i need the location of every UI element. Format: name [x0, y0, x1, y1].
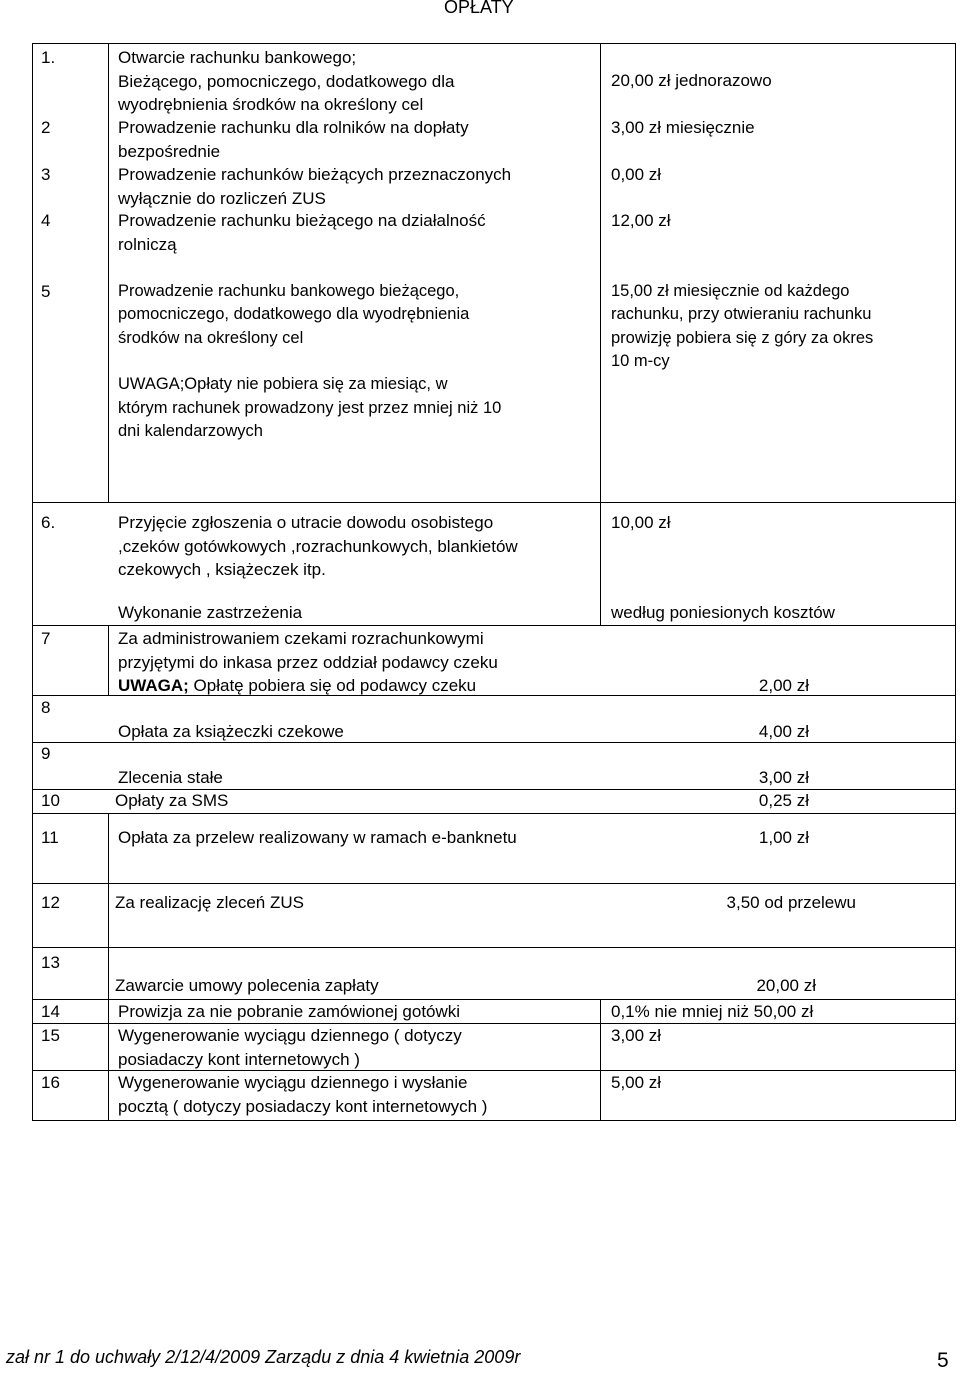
row-number: 11: [41, 828, 59, 847]
row-fee: 15,00 zł miesięcznie od każdego rachunku, przy otwieraniu rachunku prowizję pobiera się z góry za okres 10 m-cy: [611, 282, 874, 371]
row-number: 3: [41, 165, 51, 184]
row-fee: 12,00 zł: [611, 211, 671, 230]
row-number: 6.: [41, 513, 56, 532]
column-divider: [108, 814, 109, 883]
fee-table: [32, 43, 956, 1121]
row-number: 2: [41, 118, 51, 137]
row-fee: 0,00 zł: [611, 165, 662, 184]
footer-note: zał nr 1 do uchwały 2/12/4/2009 Zarządu z dnia 4 kwietnia 2009r: [6, 1347, 521, 1367]
row-fee: 0,1% nie mniej niż 50,00 zł: [611, 1002, 814, 1021]
table-row: [33, 696, 955, 743]
row-fee: 4,00 zł: [758, 722, 809, 741]
column-divider: [108, 626, 109, 695]
row-number: 10: [41, 791, 60, 810]
row-description: Wygenerowanie wyciągu dziennego i wysłanie pocztą ( dotyczy posiadaczy kont internetowych ): [118, 1073, 488, 1116]
row-number: 13: [41, 953, 60, 972]
table-row: [33, 44, 955, 503]
row-description: Za realizację zleceń ZUS: [115, 893, 304, 912]
row-description: Opłata za książeczki czekowe: [118, 722, 344, 741]
row-number: 15: [41, 1026, 60, 1045]
row-fee: 3,50 od przelewu: [726, 893, 856, 912]
row-description: Zlecenia stałe: [118, 768, 223, 787]
column-divider: [600, 1071, 601, 1120]
page-number: 5: [937, 1349, 949, 1372]
row-fee: 3,00 zł: [758, 768, 809, 787]
row-fee: 20,00 zł: [756, 976, 816, 995]
row-description: Otwarcie rachunku bankowego; Bieżącego, pomocniczego, dodatkowego dla wyodrębnienia środków na określony cel: [118, 48, 455, 114]
row-description: Zawarcie umowy polecenia zapłaty: [115, 976, 379, 995]
row-fee: 0,25 zł: [758, 791, 809, 810]
column-divider: [108, 1000, 109, 1023]
row-fee: 2,00 zł: [758, 676, 809, 695]
row-number: 5: [41, 282, 51, 301]
row-description: Za administrowaniem czekami rozrachunkowymi przyjętymi do inkasa przez oddział podawcy czeku UWAGA; Opłatę pobiera się od podawcy czeku: [118, 629, 498, 695]
row-description: Prowadzenie rachunku dla rolników na dopłaty bezpośrednie: [118, 118, 469, 161]
row-description: Opłata za przelew realizowany w ramach e-banknetu: [118, 828, 517, 847]
row-number: 7: [41, 629, 51, 648]
row-number: 14: [41, 1002, 60, 1021]
row-number: 12: [41, 893, 60, 912]
row-number: 16: [41, 1073, 60, 1092]
row-fee: 3,00 zł miesięcznie: [611, 118, 755, 137]
row-number: 1.: [41, 48, 56, 67]
row-description: Przyjęcie zgłoszenia o utracie dowodu osobistego ,czeków gotówkowych ,rozrachunkowych, blankietów czekowych , książeczek itp.: [118, 513, 518, 579]
column-divider: [600, 44, 601, 502]
row-fee: 5,00 zł: [611, 1073, 662, 1092]
row-description: Wykonanie zastrzeżenia: [118, 603, 303, 622]
row-fee: 1,00 zł: [758, 828, 809, 847]
table-row: [33, 1024, 955, 1071]
row-description: Prowadzenie rachunków bieżących przeznaczonych wyłącznie do rozliczeń ZUS: [118, 165, 512, 208]
row-description: Prowadzenie rachunku bankowego bieżącego, pomocniczego, dodatkowego dla wyodrębnienia środków na określony cel UWAGA;Opłaty nie pobiera się za miesiąc, w którym rachunek prowadzony jest przez mniej niż 10 dni kalendarzowych: [118, 282, 502, 441]
row-fee: 20,00 zł jednorazowo: [611, 71, 772, 90]
row-description: Prowizja za nie pobranie zamówionej gotówki: [118, 1002, 461, 1021]
row-number: 9: [41, 744, 51, 763]
column-divider: [108, 1024, 109, 1070]
page-title: OPŁATY: [444, 0, 514, 17]
table-row: [33, 948, 955, 1000]
row-description: Wygenerowanie wyciągu dziennego ( dotyczy posiadaczy kont internetowych ): [118, 1026, 462, 1069]
table-row: [33, 626, 955, 696]
table-row: [33, 1000, 955, 1024]
row-fee: 10,00 zł: [611, 513, 671, 532]
row-description: Opłaty za SMS: [115, 791, 229, 810]
table-row: [33, 790, 955, 814]
row-description: Prowadzenie rachunku bieżącego na działalność rolniczą: [118, 211, 486, 254]
column-divider: [600, 503, 601, 625]
column-divider: [108, 948, 109, 999]
table-row: [33, 743, 955, 790]
column-divider: [108, 44, 109, 502]
table-row: [33, 884, 955, 948]
row-number: 8: [41, 698, 51, 717]
table-row: [33, 1071, 955, 1120]
column-divider: [108, 1071, 109, 1120]
table-row: [33, 814, 955, 884]
row-fee: według poniesionych kosztów: [611, 603, 835, 622]
column-divider: [600, 1024, 601, 1070]
table-row: [33, 503, 955, 626]
column-divider: [108, 884, 109, 947]
column-divider: [600, 1000, 601, 1023]
row-number: 4: [41, 211, 51, 230]
row-fee: 3,00 zł: [611, 1026, 662, 1045]
